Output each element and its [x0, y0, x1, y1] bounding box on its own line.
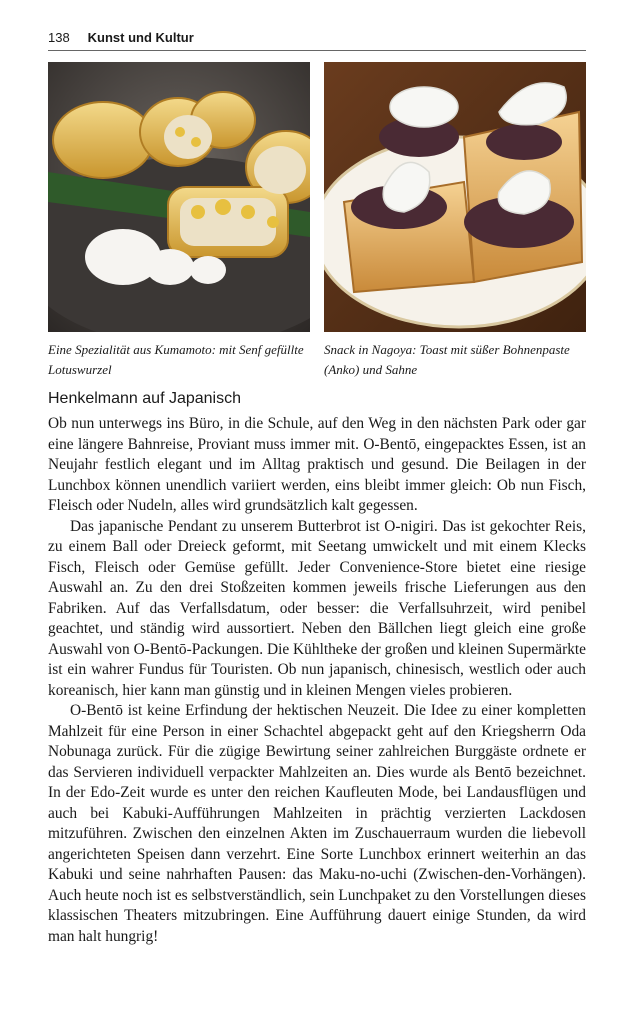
article-heading: Henkelmann auf Japanisch: [48, 390, 242, 407]
photo-fried-lotus-root: [48, 62, 310, 332]
caption-toast: Snack in Nagoya: Toast mit süßer Bohnenpaste (Anko) und Sahne: [324, 342, 570, 377]
paragraph: Ob nun unterwegs ins Büro, in die Schule, auf den Weg in den nächsten Park oder gar eine längere Bahnreise, Proviant muss immer mit. O-Bentō, eingepacktes Essen, ist an Neujahr festlich elegant und im Alltag praktisch und gesund. Die Beilagen in der Lunchbox können unendlich variiert werden, eins bleibt immer gleich: Ob nun Fisch, Fleisch oder Nudeln, alles wird grundsätzlich kalt gegessen.: [48, 415, 586, 514]
photo-toast-anko-cream: [324, 62, 586, 332]
section-title: Kunst und Kultur: [87, 30, 194, 45]
caption-lotus-root: Eine Spezialität aus Kumamoto: mit Senf gefüllte Lotuswurzel: [48, 342, 304, 377]
paragraph: O-Bentō ist keine Erfindung der hektischen Neuzeit. Die Idee zu einer kompletten Mahlzeit für eine Person in einer Schachtel abgepackt geht auf den Kriegsherrn Oda Nobunaga zurück. Für die zügige Bewirtung seiner zahlreichen Burggäste ordnete er das Servieren individuell verpackter Mahlzeiten an. Dies wurde als Bentō bezeichnet. In der Edo-Zeit wurde es unter den reichen Kaufleuten Mode, bei Landausflügen und auch bei Kabuki-Aufführungen Mahlzeiten in prächtig verzierten Lackdosen mitzuführen. Zwischen den einzelnen Akten im Zuschauerraum wurden die liebevoll angerichteten Speisen dann verzehrt. Eine Sorte Lunchbox erinnert weiterhin an das Kabuki und seine nahrhaften Pausen: das Maku-no-uchi (Zwischen-den-Vorhängen). Auch heute noch ist es selbstverständlich, sein Lunchpaket zu den Vorstellungen dieses klassischen Theaters mitzubringen. Eine Aufführung dauert einige Stunden, da wird man halt hungrig!: [48, 702, 586, 945]
running-header: [48, 30, 586, 51]
page-number: 138: [48, 30, 70, 45]
article-body: [48, 414, 586, 947]
paragraph: Das japanische Pendant zu unserem Butterbrot ist O-nigiri. Das ist gekochter Reis, zu einem Ball oder Dreieck geformt, mit Seetang umwickelt und mit einem Klecks Fisch, Fleisch oder Gemüse gefüllt. Jeder Convenience-Store bietet eine riesige Auswahl an. Zu den drei Stoßzeiten kommen jeweils frische Lieferungen aus den Fabriken. Auf das Verfallsdatum, oder besser: die Verfallsuhrzeit, wird penibel geachtet, und ständig wird aussortiert. Neben den Bällchen liegt gleich eine große Auswahl von O-Bentō-Packungen. Die Kühltheke der großen und kleinen Supermärkte ist ein wahrer Fundus für Touristen. Ob nun japanisch, chinesisch, westlich oder auch koreanisch, hier kann man günstig und in kleinen Mengen vieles probieren.: [48, 517, 586, 699]
